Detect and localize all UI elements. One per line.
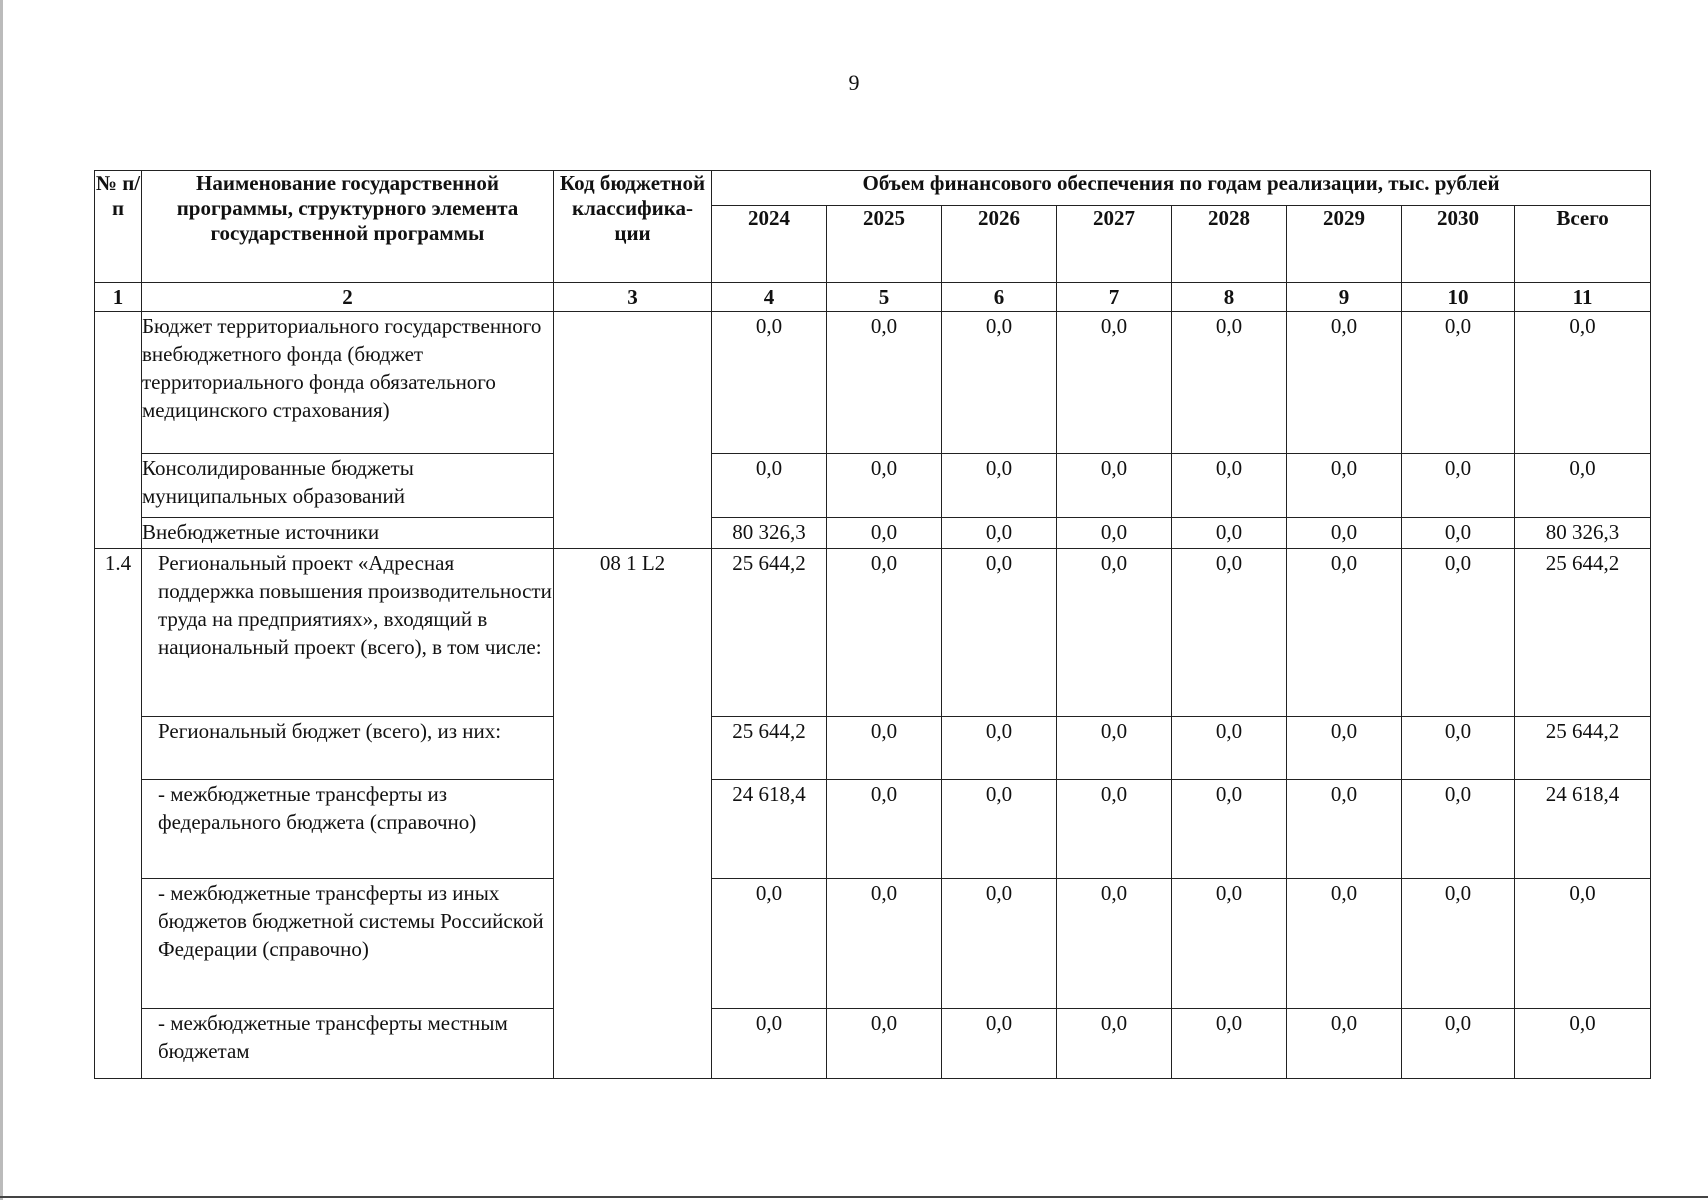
header-total: Всего <box>1515 206 1651 283</box>
scan-edge <box>0 0 3 1200</box>
value-2024: 0,0 <box>712 1009 827 1079</box>
value-2025: 0,0 <box>827 717 942 780</box>
value-total: 0,0 <box>1515 454 1651 518</box>
header-row-1 <box>95 171 1651 206</box>
column-index: 6 <box>942 283 1057 312</box>
value-total: 25 644,2 <box>1515 549 1651 717</box>
value-2024: 25 644,2 <box>712 717 827 780</box>
row-name: - межбюджетные трансферты местным бюджетам <box>142 1009 554 1079</box>
header-year-2028: 2028 <box>1172 206 1287 283</box>
scan-bottom-edge <box>0 1196 1708 1198</box>
value-total: 24 618,4 <box>1515 780 1651 879</box>
row-name: Бюджет территориального государственного внебюджетного фонда (бюджет территориального фонда обязательного медицинского страхования) <box>142 312 554 454</box>
value-2030: 0,0 <box>1402 454 1515 518</box>
header-no: № п/п <box>95 171 142 283</box>
value-2026: 0,0 <box>942 879 1057 1009</box>
value-2024: 24 618,4 <box>712 780 827 879</box>
value-2030: 0,0 <box>1402 780 1515 879</box>
column-index: 3 <box>554 283 712 312</box>
value-2027: 0,0 <box>1057 780 1172 879</box>
column-index: 2 <box>142 283 554 312</box>
value-total: 25 644,2 <box>1515 717 1651 780</box>
value-2029: 0,0 <box>1287 1009 1402 1079</box>
table-row <box>95 454 1651 518</box>
value-2025: 0,0 <box>827 879 942 1009</box>
value-2027: 0,0 <box>1057 549 1172 717</box>
value-2024: 0,0 <box>712 454 827 518</box>
value-2026: 0,0 <box>942 780 1057 879</box>
value-2027: 0,0 <box>1057 454 1172 518</box>
row-number <box>95 312 142 549</box>
value-2027: 0,0 <box>1057 879 1172 1009</box>
value-2028: 0,0 <box>1172 454 1287 518</box>
row-name: Региональный проект «Адресная поддержка повышения производительности труда на предприятиях», входящий в национальный проект (всего), в том числе: <box>142 549 554 717</box>
row-name: - межбюджетные трансферты из федерального бюджета (справочно) <box>142 780 554 879</box>
value-2024: 80 326,3 <box>712 518 827 549</box>
value-2029: 0,0 <box>1287 549 1402 717</box>
column-index: 11 <box>1515 283 1651 312</box>
header-year-2026: 2026 <box>942 206 1057 283</box>
value-2030: 0,0 <box>1402 717 1515 780</box>
row-code <box>554 312 712 549</box>
header-year-2024: 2024 <box>712 206 827 283</box>
value-2026: 0,0 <box>942 717 1057 780</box>
value-2027: 0,0 <box>1057 312 1172 454</box>
value-2029: 0,0 <box>1287 780 1402 879</box>
value-2030: 0,0 <box>1402 879 1515 1009</box>
value-2028: 0,0 <box>1172 717 1287 780</box>
value-2026: 0,0 <box>942 1009 1057 1079</box>
column-index: 7 <box>1057 283 1172 312</box>
column-index: 8 <box>1172 283 1287 312</box>
value-2029: 0,0 <box>1287 717 1402 780</box>
table-row <box>95 518 1651 549</box>
row-name: Консолидированные бюджеты муниципальных образований <box>142 454 554 518</box>
column-index: 10 <box>1402 283 1515 312</box>
value-2027: 0,0 <box>1057 518 1172 549</box>
table-row <box>95 1009 1651 1079</box>
page-number: 9 <box>848 70 860 95</box>
value-2026: 0,0 <box>942 549 1057 717</box>
value-2029: 0,0 <box>1287 879 1402 1009</box>
budget-table <box>94 170 1651 1079</box>
value-total: 0,0 <box>1515 879 1651 1009</box>
column-index-row <box>95 283 1651 312</box>
value-2024: 0,0 <box>712 312 827 454</box>
value-2026: 0,0 <box>942 518 1057 549</box>
header-year-2027: 2027 <box>1057 206 1172 283</box>
value-2025: 0,0 <box>827 780 942 879</box>
value-2028: 0,0 <box>1172 549 1287 717</box>
row-code: 08 1 L2 <box>554 549 712 1079</box>
value-2024: 0,0 <box>712 879 827 1009</box>
value-2030: 0,0 <box>1402 312 1515 454</box>
value-total: 0,0 <box>1515 312 1651 454</box>
value-2028: 0,0 <box>1172 1009 1287 1079</box>
value-2028: 0,0 <box>1172 518 1287 549</box>
value-2028: 0,0 <box>1172 879 1287 1009</box>
header-year-2029: 2029 <box>1287 206 1402 283</box>
value-2025: 0,0 <box>827 518 942 549</box>
value-2028: 0,0 <box>1172 312 1287 454</box>
header-name: Наименование государственной программы, структурного элемента государственной программы <box>142 171 554 283</box>
value-2025: 0,0 <box>827 454 942 518</box>
row-name: Региональный бюджет (всего), из них: <box>142 717 554 780</box>
row-name: - межбюджетные трансферты из иных бюджетов бюджетной системы Российской Федерации (справочно) <box>142 879 554 1009</box>
column-index: 4 <box>712 283 827 312</box>
value-2029: 0,0 <box>1287 312 1402 454</box>
value-2029: 0,0 <box>1287 518 1402 549</box>
row-name: Внебюджетные источники <box>142 518 554 549</box>
value-2030: 0,0 <box>1402 1009 1515 1079</box>
value-2027: 0,0 <box>1057 717 1172 780</box>
value-total: 0,0 <box>1515 1009 1651 1079</box>
table-row <box>95 549 1651 717</box>
value-2025: 0,0 <box>827 549 942 717</box>
column-index: 9 <box>1287 283 1402 312</box>
value-2025: 0,0 <box>827 1009 942 1079</box>
value-total: 80 326,3 <box>1515 518 1651 549</box>
header-year-2025: 2025 <box>827 206 942 283</box>
table-row <box>95 312 1651 454</box>
value-2030: 0,0 <box>1402 518 1515 549</box>
value-2029: 0,0 <box>1287 454 1402 518</box>
value-2026: 0,0 <box>942 312 1057 454</box>
value-2025: 0,0 <box>827 312 942 454</box>
header-volume: Объем финансового обеспечения по годам реализации, тыс. рублей <box>712 171 1651 206</box>
value-2024: 25 644,2 <box>712 549 827 717</box>
column-index: 1 <box>95 283 142 312</box>
value-2030: 0,0 <box>1402 549 1515 717</box>
table-row <box>95 780 1651 879</box>
header-code: Код бюджетной классифика- ции <box>554 171 712 283</box>
table-row <box>95 879 1651 1009</box>
value-2026: 0,0 <box>942 454 1057 518</box>
row-number: 1.4 <box>95 549 142 1079</box>
table-row <box>95 717 1651 780</box>
value-2028: 0,0 <box>1172 780 1287 879</box>
header-year-2030: 2030 <box>1402 206 1515 283</box>
column-index: 5 <box>827 283 942 312</box>
value-2027: 0,0 <box>1057 1009 1172 1079</box>
